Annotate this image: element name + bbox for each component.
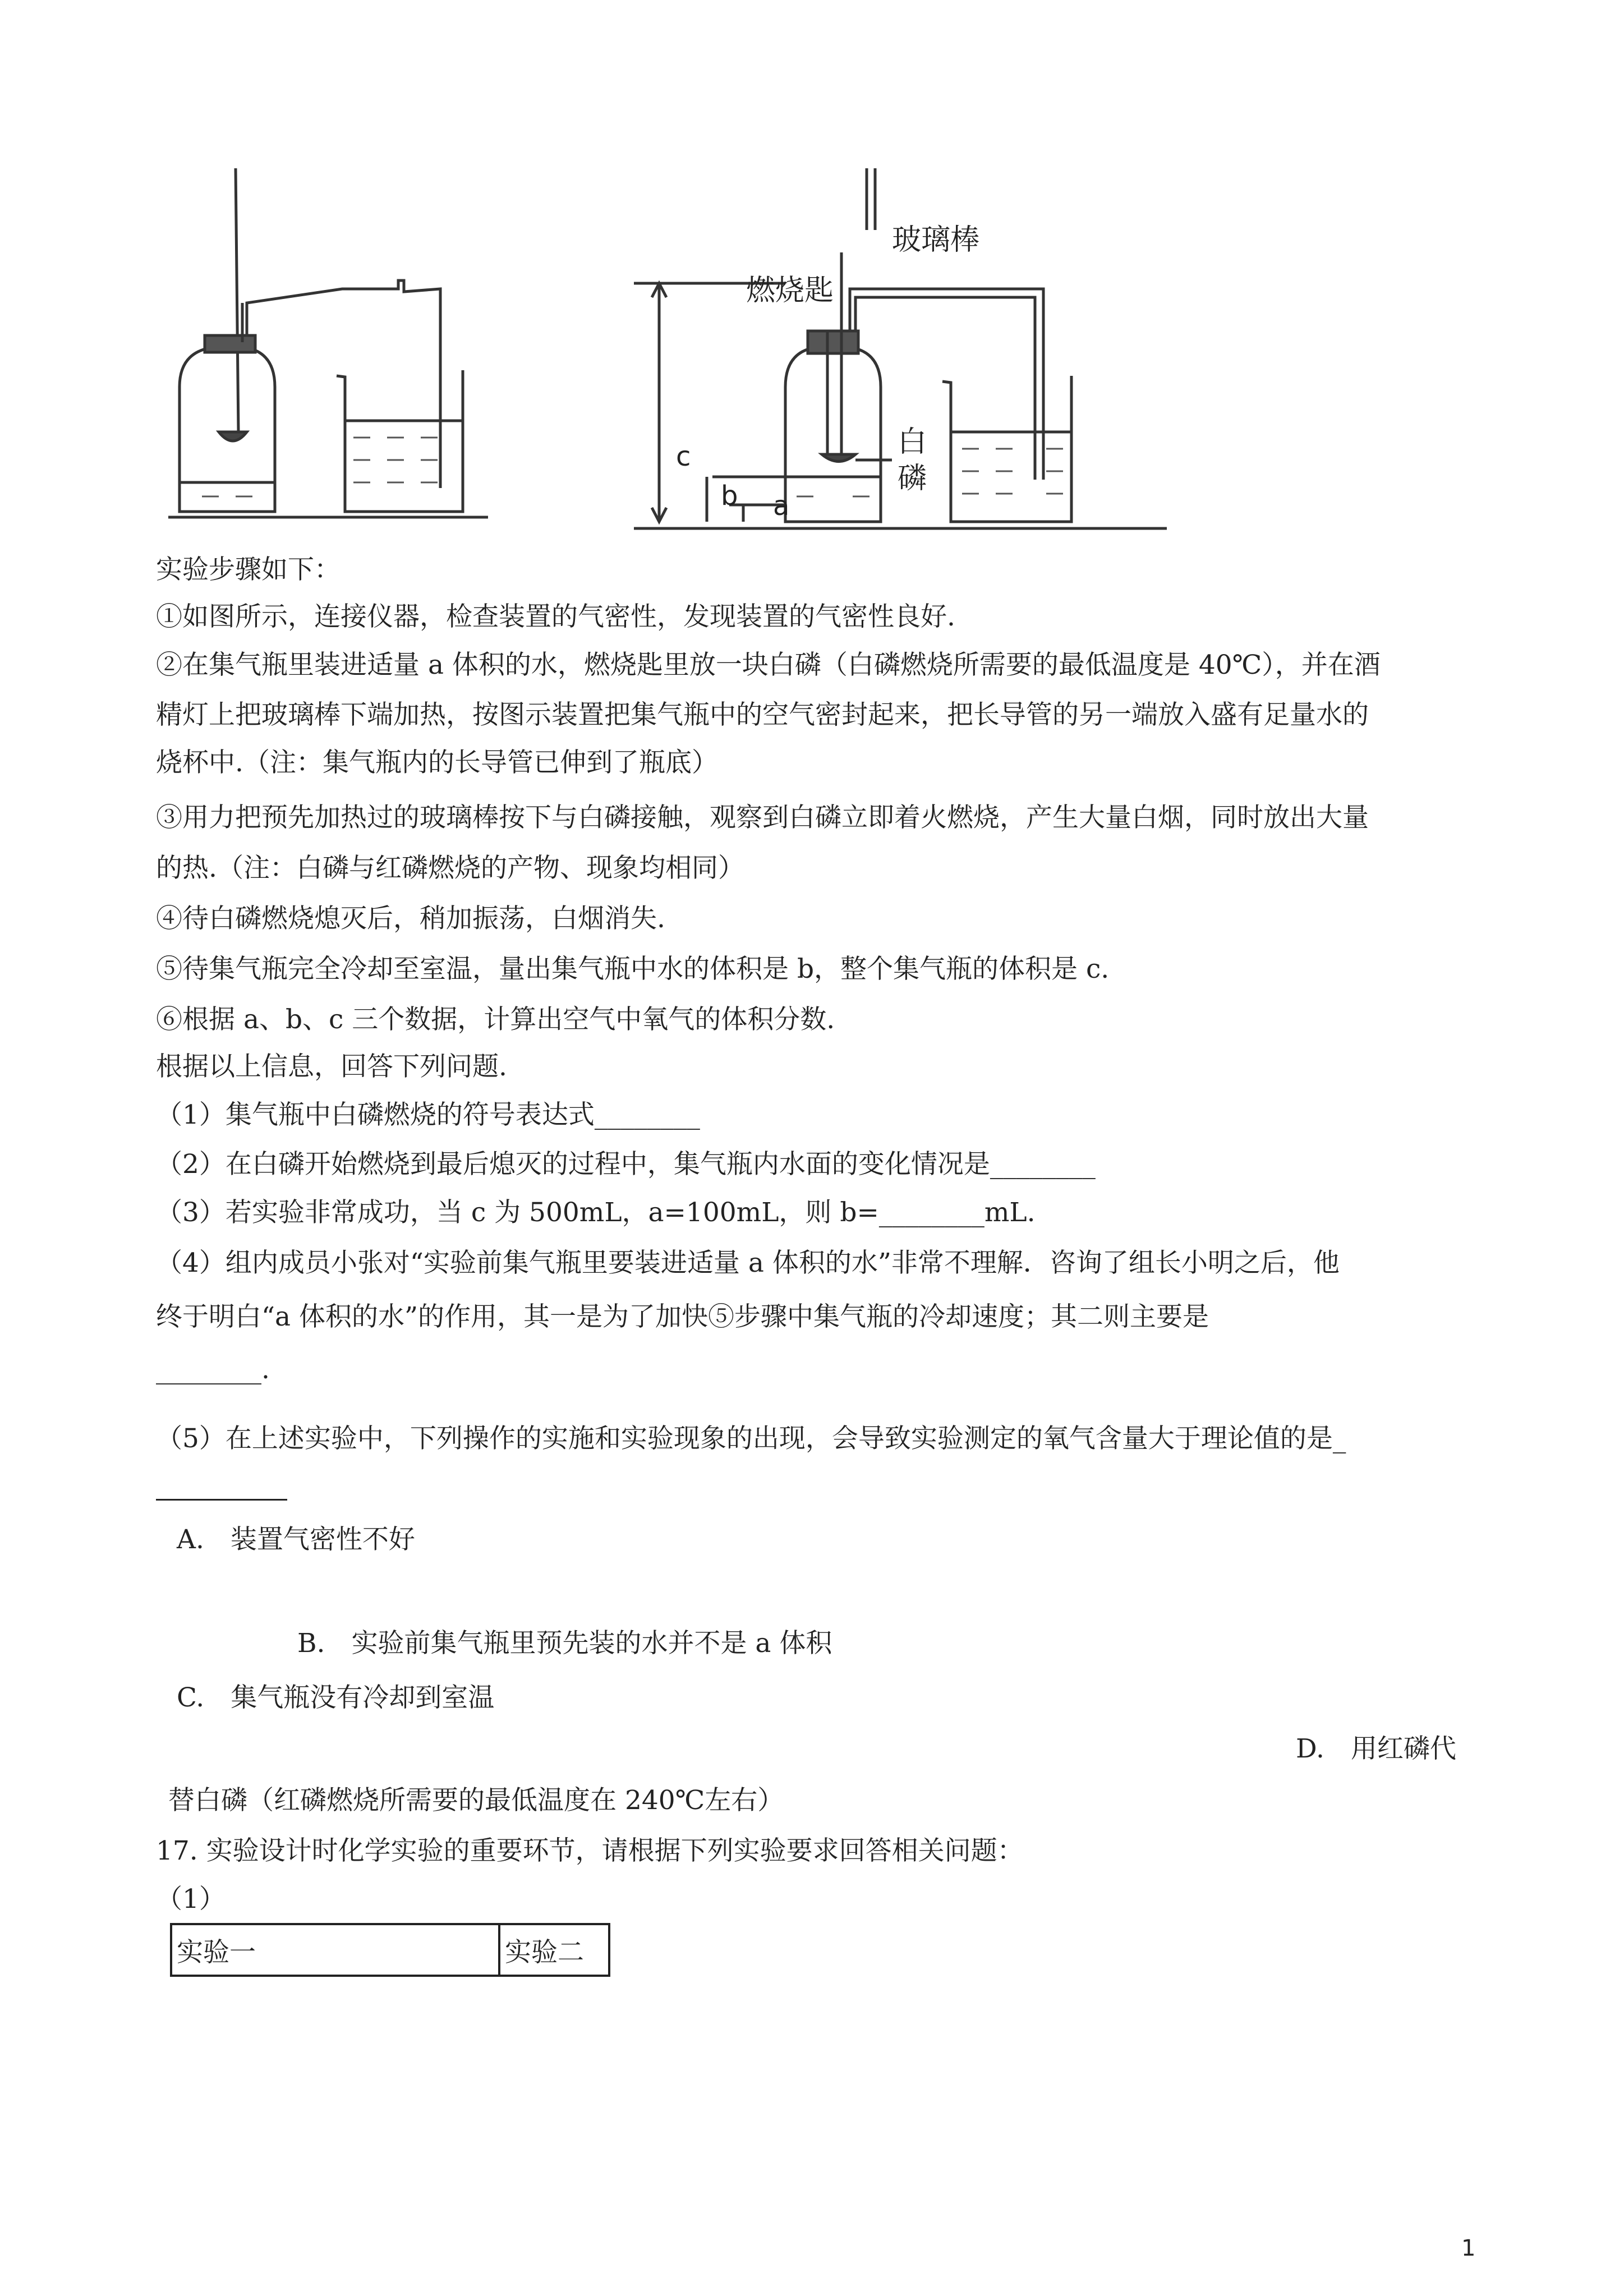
question-2: （2）在白磷开始燃烧到最后熄灭的过程中，集气瓶内水面的变化情况是________: [156, 1149, 1096, 1180]
text-line: 的热.（注：白磷与红磷燃烧的产物、现象均相同）: [156, 853, 744, 884]
page-number: 1: [1461, 2235, 1476, 2261]
text-line: ③用力把预先加热过的玻璃棒按下与白磷接触，观察到白磷立即着火燃烧，产生大量白烟，同时放出大量: [156, 802, 1369, 833]
text-line: ⑤待集气瓶完全冷却至室温，量出集气瓶中水的体积是 b，整个集气瓶的体积是 c.: [156, 954, 1110, 984]
left-apparatus-figure: [157, 163, 494, 533]
label-white-phos-1: 白: [898, 425, 927, 459]
text-line: 实验步骤如下：: [156, 554, 341, 585]
text-line: ①如图所示，连接仪器，检查装置的气密性，发现装置的气密性良好.: [156, 601, 955, 632]
experiment-table: [170, 1923, 610, 1977]
text-line: 烧杯中.（注：集气瓶内的长导管已伸到了瓶底）: [156, 747, 718, 778]
question-17-title: 17. 实验设计时化学实验的重要环节，请根据下列实验要求回答相关问题：: [156, 1835, 1024, 1866]
text-line: ②在集气瓶里装进适量 a 体积的水，燃烧匙里放一块白磷（白磷燃烧所需要的最低温度是 40℃），并在酒: [156, 650, 1381, 680]
question-1: （1）集气瓶中白磷燃烧的符号表达式________: [156, 1099, 700, 1130]
option-c: C. 集气瓶没有冷却到室温: [177, 1682, 495, 1713]
question-4: （4）组内成员小张对“实验前集气瓶里要装进适量 a 体积的水”非常不理解．咨询了组长小明之后，他: [156, 1248, 1340, 1278]
label-a: a: [773, 490, 790, 522]
question-3: （3）若实验非常成功，当 c 为 500mL，a=100mL，则 b=________mL.: [156, 1197, 1036, 1228]
label-spoon: 燃烧匙: [746, 274, 834, 307]
text-line: 根据以上信息，回答下列问题.: [156, 1051, 507, 1082]
text-line: ④待白磷燃烧熄灭后，稍加振荡，白烟消失.: [156, 903, 665, 934]
option-d: D. 用红磷代: [1296, 1733, 1456, 1764]
table-header-cell: 实验二: [499, 1924, 609, 1976]
table-header-cell: 实验一: [171, 1924, 499, 1976]
question-5: （5）在上述实验中，下列操作的实施和实验现象的出现，会导致实验测定的氧气含量大于理论值的是_: [156, 1423, 1346, 1454]
question-17-sub: （1）: [156, 1884, 226, 1915]
option-b: B. 实验前集气瓶里预先装的水并不是 a 体积: [297, 1628, 832, 1659]
question-4-blank: ________.: [156, 1354, 270, 1385]
question-4-cont: 终于明白“a 体积的水”的作用，其一是为了加快⑤步骤中集气瓶的冷却速度；其二则主要是: [156, 1301, 1209, 1332]
text-line: 精灯上把玻璃棒下端加热，按图示装置把集气瓶中的空气密封起来，把长导管的另一端放入盛有足量水的: [156, 700, 1369, 730]
answer-underline: [156, 1499, 287, 1501]
right-apparatus-figure: [628, 163, 1178, 544]
label-glass-rod: 玻璃棒: [892, 223, 980, 257]
option-d-cont: 替白磷（红磷燃烧所需要的最低温度在 240℃左右）: [168, 1785, 784, 1816]
label-c: c: [676, 441, 691, 472]
text-line: ⑥根据 a、b、c 三个数据，计算出空气中氧气的体积分数.: [156, 1004, 835, 1035]
table-row: [171, 1924, 609, 1976]
option-a: A. 装置气密性不好: [177, 1524, 415, 1555]
label-b: b: [721, 480, 738, 512]
label-white-phos-2: 磷: [898, 462, 927, 495]
